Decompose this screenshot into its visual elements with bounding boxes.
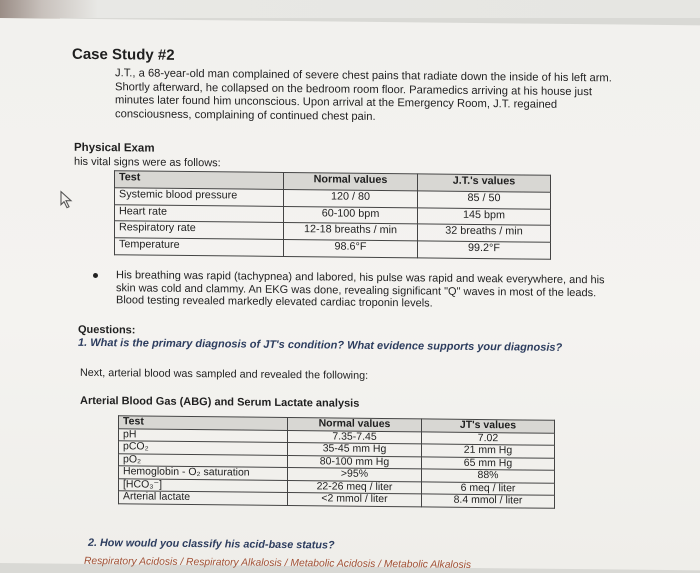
mouse-pointer-icon — [58, 190, 74, 210]
abg-cell: 6 meq / liter — [422, 481, 555, 495]
abg-table — [118, 415, 555, 508]
abg-cell: Hemoglobin - O₂ saturation — [119, 466, 288, 480]
answer-options: Respiratory Acidosis / Respiratory Alkalosis / Metabolic Acidosis / Metabolic Alkalosis — [84, 555, 472, 571]
case-intro: J.T., a 68-year-old man complained of severe chest pains that radiate down the inside of his left arm. Shortly afterward, he collapsed on the bedroom room floor. Paramedics arriving at his house just minutes later found him unconscious. Upon arrival at the Emergency Room, J.T. regained consciousness, complaining of continued chest pain. — [115, 67, 612, 123]
vitals-cell: Systemic blood pressure — [115, 187, 284, 206]
vitals-table — [114, 170, 551, 260]
vitals-cell: Temperature — [115, 238, 284, 257]
vitals-cell: 60-100 bpm — [284, 206, 418, 224]
abg-cell: 8.4 mmol / liter — [422, 494, 555, 508]
question-2: 2. How would you classify his acid-base status? — [88, 536, 335, 552]
vitals-cell: 120 / 80 — [284, 189, 418, 207]
abg-heading: Arterial Blood Gas (ABG) and Serum Lactate analysis — [80, 394, 360, 410]
abg-cell: 88% — [422, 469, 555, 483]
vitals-cell: 12-18 breaths / min — [284, 223, 418, 241]
abg-cell: 7.02 — [422, 431, 555, 445]
header-test: Test — [115, 171, 284, 190]
abg-cell: >95% — [288, 468, 422, 482]
header-normal: Normal values — [284, 172, 418, 190]
abg-cell: 35-45 mm Hg — [288, 443, 422, 457]
questions-heading: Questions: — [78, 323, 136, 337]
vitals-cell: 85 / 50 — [418, 191, 551, 209]
abg-cell: <2 mmol / liter — [288, 493, 422, 507]
header-jt: JT's values — [422, 419, 555, 433]
vitals-subheading: his vital signs were as follows: — [74, 155, 221, 170]
header-jt: J.T.'s values — [418, 174, 551, 192]
question-1: 1. What is the primary diagnosis of JT's condition? What evidence supports your diagnosis? — [78, 336, 563, 354]
abg-cell: pO₂ — [119, 453, 288, 467]
abg-cell: [HCO₃⁻] — [119, 478, 288, 492]
vitals-cell: Respiratory rate — [115, 221, 284, 240]
header-normal: Normal values — [288, 418, 422, 432]
abg-cell: 22-26 meq / liter — [288, 480, 422, 494]
abg-cell: Arterial lactate — [119, 491, 288, 505]
table-row — [115, 238, 551, 259]
findings-paragraph: His breathing was rapid (tachypnea) and labored, his pulse was rapid and weak everywhere, and his skin was cold and clammy. An EKG was done, revealing significant "Q" waves in most of the leads. Blood testing revealed markedly elevated cardiac troponin levels. — [116, 269, 605, 310]
table-row — [119, 491, 555, 508]
abg-cell: 21 mm Hg — [422, 444, 555, 458]
abg-cell: pH — [119, 428, 288, 442]
vitals-cell: 99.2°F — [418, 241, 551, 259]
case-title: Case Study #2 — [72, 45, 175, 64]
vitals-cell: 98.6°F — [284, 240, 418, 258]
header-test: Test — [119, 416, 288, 430]
abg-cell: 80-100 mm Hg — [288, 455, 422, 469]
photo-top-edge — [0, 0, 700, 18]
vitals-cell: 32 breaths / min — [418, 224, 551, 242]
next-text: Next, arterial blood was sampled and revealed the following: — [80, 366, 369, 382]
bullet-icon — [93, 273, 98, 278]
vitals-cell: Heart rate — [115, 204, 284, 223]
abg-cell: pCO₂ — [119, 441, 288, 455]
document-page — [0, 18, 700, 570]
vitals-cell: 145 bpm — [418, 207, 551, 225]
abg-cell: 7.35-7.45 — [288, 430, 422, 444]
abg-cell: 65 mm Hg — [422, 456, 555, 470]
physical-exam-heading: Physical Exam — [74, 141, 155, 155]
